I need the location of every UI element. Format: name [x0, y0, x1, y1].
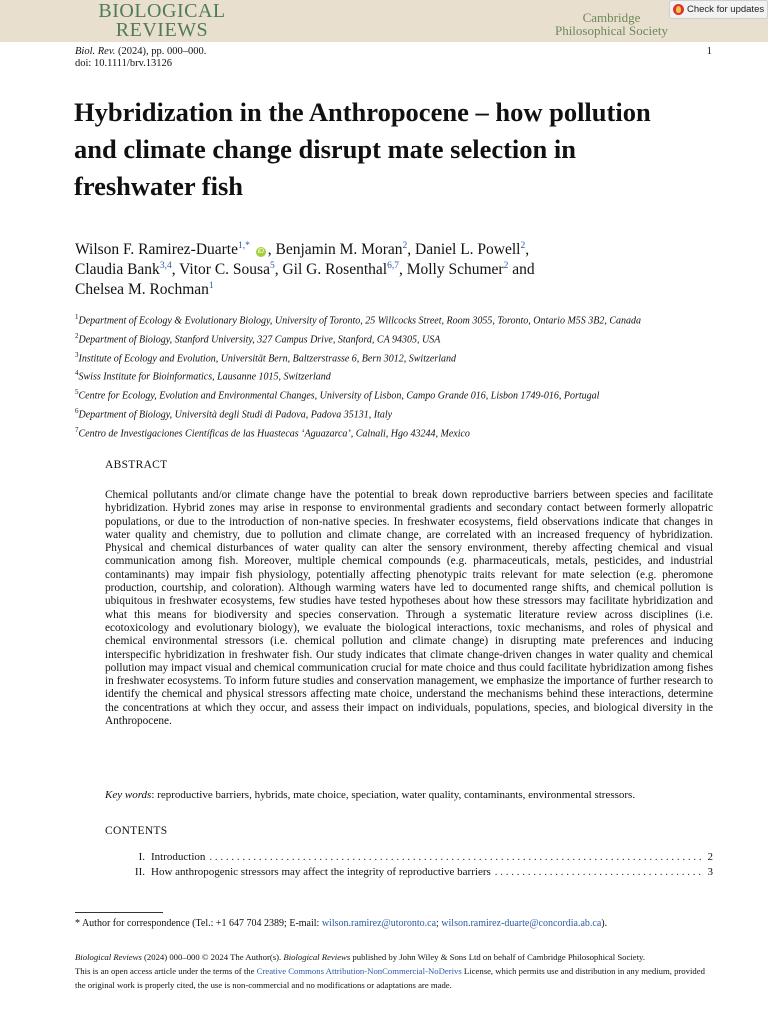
keywords-label: Key words	[105, 789, 152, 801]
journal-logo-line1: BIOLOGICAL	[98, 0, 226, 22]
author-affiliation-sup[interactable]: 6,7	[387, 260, 399, 271]
footnote-end: ).	[601, 918, 608, 929]
toc-entry-title: Introduction	[151, 851, 206, 863]
check-for-updates-label: Check for updates	[687, 4, 765, 15]
author-list: Wilson F. Ramirez-Duarte$^{1,*}$ iD , Benjamin M. Moran$^2$, Daniel L. Powell$^2$, Claudia Bank$^{3,4}$, Vitor C. Sousa$^5$, Gil G. Rosenthal$^{6,7}$, Molly Schumer$^2$ and Chelsea M. Rochman$^1$	[75, 240, 535, 298]
affiliation-number: 2	[75, 331, 79, 340]
journal-abbrev: Biol. Rev.	[75, 46, 116, 57]
toc-dot-leader	[495, 866, 704, 878]
page-number: 1	[706, 46, 712, 57]
keywords-list: : reproductive barriers, hybrids, mate choice, speciation, water quality, contaminants, environmental stressors.	[151, 789, 636, 801]
affiliation-number: 7	[75, 425, 79, 434]
author-affiliation-sup[interactable]: 2	[503, 260, 509, 271]
affiliation-item	[75, 423, 735, 442]
email-link-1[interactable]: wilson.ramirez@utoronto.ca	[321, 918, 437, 929]
toc-entry-number: I.	[138, 851, 145, 863]
toc-entry-number: II.	[134, 866, 145, 878]
footnote-rule	[75, 912, 163, 913]
email-link-2[interactable]: wilson.ramirez-duarte@concordia.ab.ca	[441, 918, 602, 929]
contents-heading: CONTENTS	[105, 825, 168, 837]
orcid-icon[interactable]: iD	[257, 248, 265, 255]
affiliation-number: 1	[75, 313, 79, 321]
toc-entry-page: 3	[707, 866, 713, 878]
journal-logo[interactable]	[92, 2, 232, 40]
affiliation-item	[75, 366, 735, 385]
affiliation-item	[75, 404, 735, 423]
affiliation-text: Swiss Institute for Bioinformatics, Lausanne 1015, Switzerland	[78, 371, 331, 383]
society-logo[interactable]	[555, 11, 668, 37]
affiliation-item	[75, 385, 735, 404]
society-logo-line1: Cambridge	[582, 10, 641, 25]
copyright-journal2: Biological Reviews	[283, 952, 351, 962]
affiliation-text: Department of Biology, Università degli Studi di Padova, Padova 35131, Italy	[78, 409, 393, 421]
author-affiliation-sup[interactable]: 1,*	[238, 240, 250, 251]
affiliation-text: Institute of Ecology and Evolution, Universität Bern, Baltzerstrasse 6, Bern 3012, Switzerland	[78, 352, 456, 364]
affiliation-item	[75, 348, 735, 367]
author-name[interactable]: Claudia Bank	[75, 261, 160, 278]
author-name[interactable]: Gil G. Rosenthal	[282, 261, 388, 278]
correspondence-footnote	[75, 918, 607, 929]
affiliation-list	[75, 310, 735, 442]
affiliation-number: 3	[75, 350, 79, 359]
toc-entry-title: How anthropogenic stressors may affect the integrity of reproductive barriers	[151, 866, 491, 878]
author-affiliation-sup[interactable]: 1	[208, 280, 214, 291]
author-affiliation-sup[interactable]: 5	[269, 260, 275, 271]
keywords	[105, 789, 725, 801]
article-title: Hybridization in the Anthropocene – how pollution and climate change disrupt mate selection in freshwater fish	[74, 97, 651, 201]
license-link[interactable]: Creative Commons Attribution-NonCommercial-NoDerivs	[256, 965, 462, 976]
author-name[interactable]: Chelsea M. Rochman	[75, 281, 209, 298]
toc-dot-leader	[209, 851, 703, 863]
journal-logo-line2: REVIEWS	[115, 19, 209, 41]
copyright-part1: (2024) 000–000 © 2024 The Author(s).	[141, 952, 284, 962]
footnote-separator: ;	[436, 918, 442, 929]
toc-entry[interactable]	[105, 866, 713, 878]
affiliation-number: 4	[75, 369, 79, 378]
author-affiliation-sup[interactable]: 2	[520, 240, 526, 251]
affiliation-text: Centro de Investigaciones Científicas de las Huastecas ‘Aguazarca’, Calnali, Hgo 43244, Mexico	[78, 428, 470, 440]
copyright-notice	[75, 951, 715, 992]
author-name[interactable]: Daniel L. Powell	[415, 241, 521, 258]
author-name[interactable]: Wilson F. Ramirez-Duarte	[75, 241, 238, 258]
affiliation-number: 6	[75, 407, 79, 416]
doi[interactable]: doi: 10.1111/brv.13126	[75, 58, 173, 69]
author-and: and	[512, 261, 535, 278]
author-name[interactable]: Benjamin M. Moran	[275, 241, 403, 258]
affiliation-item	[75, 329, 735, 348]
author-affiliation-sup[interactable]: 3,4	[159, 260, 172, 271]
author-affiliation-sup[interactable]: 2	[402, 240, 408, 251]
affiliation-text: Department of Biology, Stanford University, 327 Campus Drive, Stanford, CA 94305, USA	[78, 334, 441, 346]
abstract-heading: ABSTRACT	[105, 459, 168, 471]
toc-entry-page: 2	[707, 851, 713, 863]
affiliation-text: Centre for Ecology, Evolution and Environmental Changes, University of Lisbon, Campo Grande 016, Lisbon 1749-016, Portugal	[78, 390, 600, 402]
year-pages: (2024), pp. 000–000.	[115, 46, 207, 57]
author-name[interactable]: Molly Schumer	[406, 261, 504, 278]
affiliation-text: Department of Ecology & Evolutionary Biology, University of Toronto, 25 Willcocks Street, Room 3055, Toronto, Ontario M5S 3B2, Canada	[78, 315, 642, 327]
society-logo-line2: Philosophical Society	[554, 23, 668, 38]
copyright-part4: License, which permits use and distribution in any medium, provided the original work is properly cited, the use is non-commercial and no modifications or adaptations are made.	[75, 965, 705, 990]
copyright-journal: Biological Reviews	[75, 952, 142, 962]
footnote-text: * Author for correspondence (Tel.: +1 647 704 2389; E-mail:	[75, 918, 322, 929]
affiliation-item	[75, 310, 735, 329]
crossmark-icon	[673, 4, 684, 15]
check-for-updates-button[interactable]	[669, 0, 768, 19]
citation	[75, 46, 206, 70]
affiliation-number: 5	[75, 388, 79, 397]
toc-entry[interactable]	[105, 851, 713, 863]
copyright-part3: This is an open access article under the terms of the	[75, 965, 257, 976]
copyright-part2: published by John Wiley & Sons Ltd on behalf of Cambridge Philosophical Society.	[350, 952, 645, 962]
abstract-body: Chemical pollutants and/or climate change have the potential to break down reproductive barriers between species and facilitate hybridization. Hybrid zones may arise in response to environmental gradients and secondary contact between formerly allopatric populations, or due to the introduction of non-native species. In freshwater ecosystems, field observations indicate that changes in water quality and chemistry, due to pollution and climate change, are correlated with an increased frequency of hybridization. Physical and chemical disturbances of water quality can alter the sensory environment, thereby affecting chemical and visual communication among fish. Moreover, multiple chemical compounds (e.g. pharmaceuticals, metals, pesticides, and industrial contaminants) may impair fish physiology, potentially affecting phenotypic traits relevant for mate selection (e.g. pheromone production, courtship, and coloration). Although warming waters have led to documented range shifts, and chemical pollution is ubiquitous in freshwater ecosystems, few studies have tested hypotheses about how these stressors may facilitate hybridization and what this means for biodiversity and species conservation. Through a systematic literature review across disciplines (i.e. ecotoxicology and evolutionary biology), we evaluate the biological interactions, toxic mechanisms, and roles of physical and chemical environmental stressors (i.e. chemical pollution and climate change) in disrupting mate preferences and inducing interspecific hybridization in freshwater fish. Our study indicates that climate change-driven changes in water quality and chemical pollution may impact visual and chemical communication crucial for mate choice and thus could facilitate hybridization among fishes in freshwater ecosystems. To inform future studies and conservation management, we emphasize the importance of further research to identify the chemical and physical stressors affecting mate choice, understand the mechanisms behind these interactions, determine the concentrations at which they occur, and assess their impact on individuals, populations, species, and biological diversity in the Anthropocene.	[105, 489, 713, 728]
author-name[interactable]: Vitor C. Sousa	[179, 261, 270, 278]
